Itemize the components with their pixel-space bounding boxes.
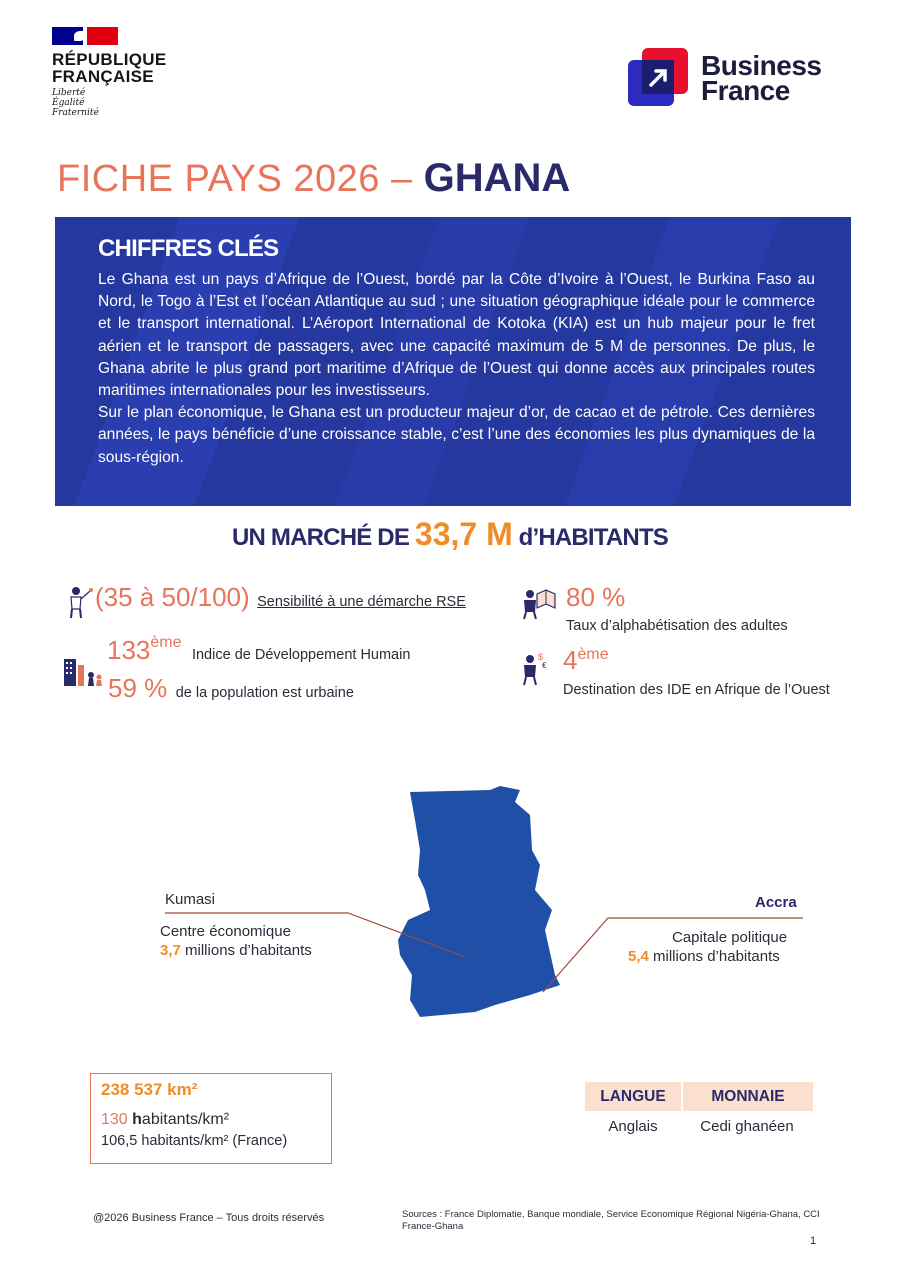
key-figures-paragraph-1: Le Ghana est un pays d’Afrique de l’Ouest, bordé par la Côte d’Ivoire à l’Ouest, le Burkina Faso au Nord, le Togo à l’Est et l’océan Atlantique au sud ; une situation géographique idéale pour le commerce et le transport international. L’Aéroport International de Kotoka (KIA) est un hub majeur pour le fret aérien et le transport de passagers, avec une capacité maximum de 5 M de personnes. De plus, le Ghana abrite le plus grand port maritime d’Afrique de l’Ouest qui donne accès aux principales routes maritimes internationales pour les investisseurs. <box>98 271 815 400</box>
rse-label: Sensibilité à une démarche RSE <box>257 594 466 610</box>
market-heading: UN MARCHÉ DE 33,7 M d’HABITANTS <box>231 516 669 552</box>
money-value: Cedi ghanéen <box>700 1118 794 1135</box>
svg-text:$: $ <box>538 652 544 662</box>
accra-name: Accra <box>755 894 797 911</box>
money-header: MONNAIE <box>681 1082 813 1111</box>
literacy-label: Taux d’alphabétisation des adultes <box>566 618 788 634</box>
literacy-value: 80 % <box>566 582 626 612</box>
page-title: FICHE PAYS 2026 – GHANA <box>57 156 571 200</box>
key-figures-box <box>55 217 851 506</box>
kumasi-population: 3,7 millions d’habitants <box>160 942 312 959</box>
country-name: GHANA <box>423 156 571 200</box>
business-france-wordmark: Business France <box>701 50 822 106</box>
accra-population: 5,4 millions d’habitants <box>628 948 780 965</box>
literacy-stat <box>566 582 625 613</box>
language-value: Anglais <box>608 1118 658 1135</box>
key-figures-paragraph-2: Sur le plan économique, le Ghana est un producteur majeur d’or, de cacao et de pétrole. Ces dernières années, le pays bénéficie d’une croissance stable, c’est l’une des économies les plus dynamiques de la sous-région. <box>98 404 815 466</box>
person-presenting-icon <box>66 585 94 619</box>
fdi-label: Destination des IDE en Afrique de l’Ouest <box>563 682 830 698</box>
ghana-shape <box>398 786 560 1017</box>
rf-name: RÉPUBLIQUE FRANÇAISE <box>52 50 167 86</box>
urban-stat <box>108 673 354 704</box>
business-france-mark-icon <box>628 48 688 108</box>
republique-francaise-logo <box>52 27 222 118</box>
density-value: 130 habitants/km² <box>101 1111 230 1128</box>
france-density: 106,5 habitants/km² (France) <box>101 1133 288 1149</box>
sources: Sources : France Diplomatie, Banque mondiale, Service Economique Régional Nigéria-Ghana, CCI France-Ghana <box>402 1209 820 1232</box>
fdi-stat: 4ème <box>563 645 609 675</box>
investor-icon <box>520 650 550 686</box>
accra-role: Capitale politique <box>672 929 788 946</box>
svg-text:€: € <box>542 661 547 670</box>
kumasi-role: Centre économique <box>160 923 291 940</box>
language-money-table <box>585 1082 813 1135</box>
area-box <box>90 1073 332 1164</box>
marianne-flag-icon <box>52 27 118 45</box>
language-header: LANGUE <box>600 1087 666 1105</box>
kumasi-name: Kumasi <box>165 891 216 908</box>
key-figures-heading: CHIFFRES CLÉS <box>98 235 279 262</box>
key-figures-text <box>98 269 815 469</box>
urban-value: 59 % <box>108 673 168 703</box>
idh-stat: 133ème Indice de Développement Humain <box>107 634 411 665</box>
surface-value: 238 537 km² <box>101 1080 198 1099</box>
urban-label: de la population est urbaine <box>175 685 354 701</box>
rse-stat <box>95 582 466 613</box>
population-value: 33,7 M <box>414 516 513 552</box>
fdi-value: 4 <box>563 645 578 675</box>
rf-motto: Liberté Égalité Fraternité <box>52 88 99 118</box>
idh-label: Indice de Développement Humain <box>191 647 411 663</box>
rse-value: (35 à 50/100) <box>95 582 250 612</box>
city-buildings-icon <box>62 655 104 687</box>
idh-value: 133 <box>107 635 151 665</box>
page-number: 1 <box>810 1235 817 1247</box>
copyright: @2026 Business France – Tous droits réservés <box>93 1212 325 1224</box>
person-reading-icon <box>520 586 556 620</box>
business-france-logo <box>628 48 822 108</box>
